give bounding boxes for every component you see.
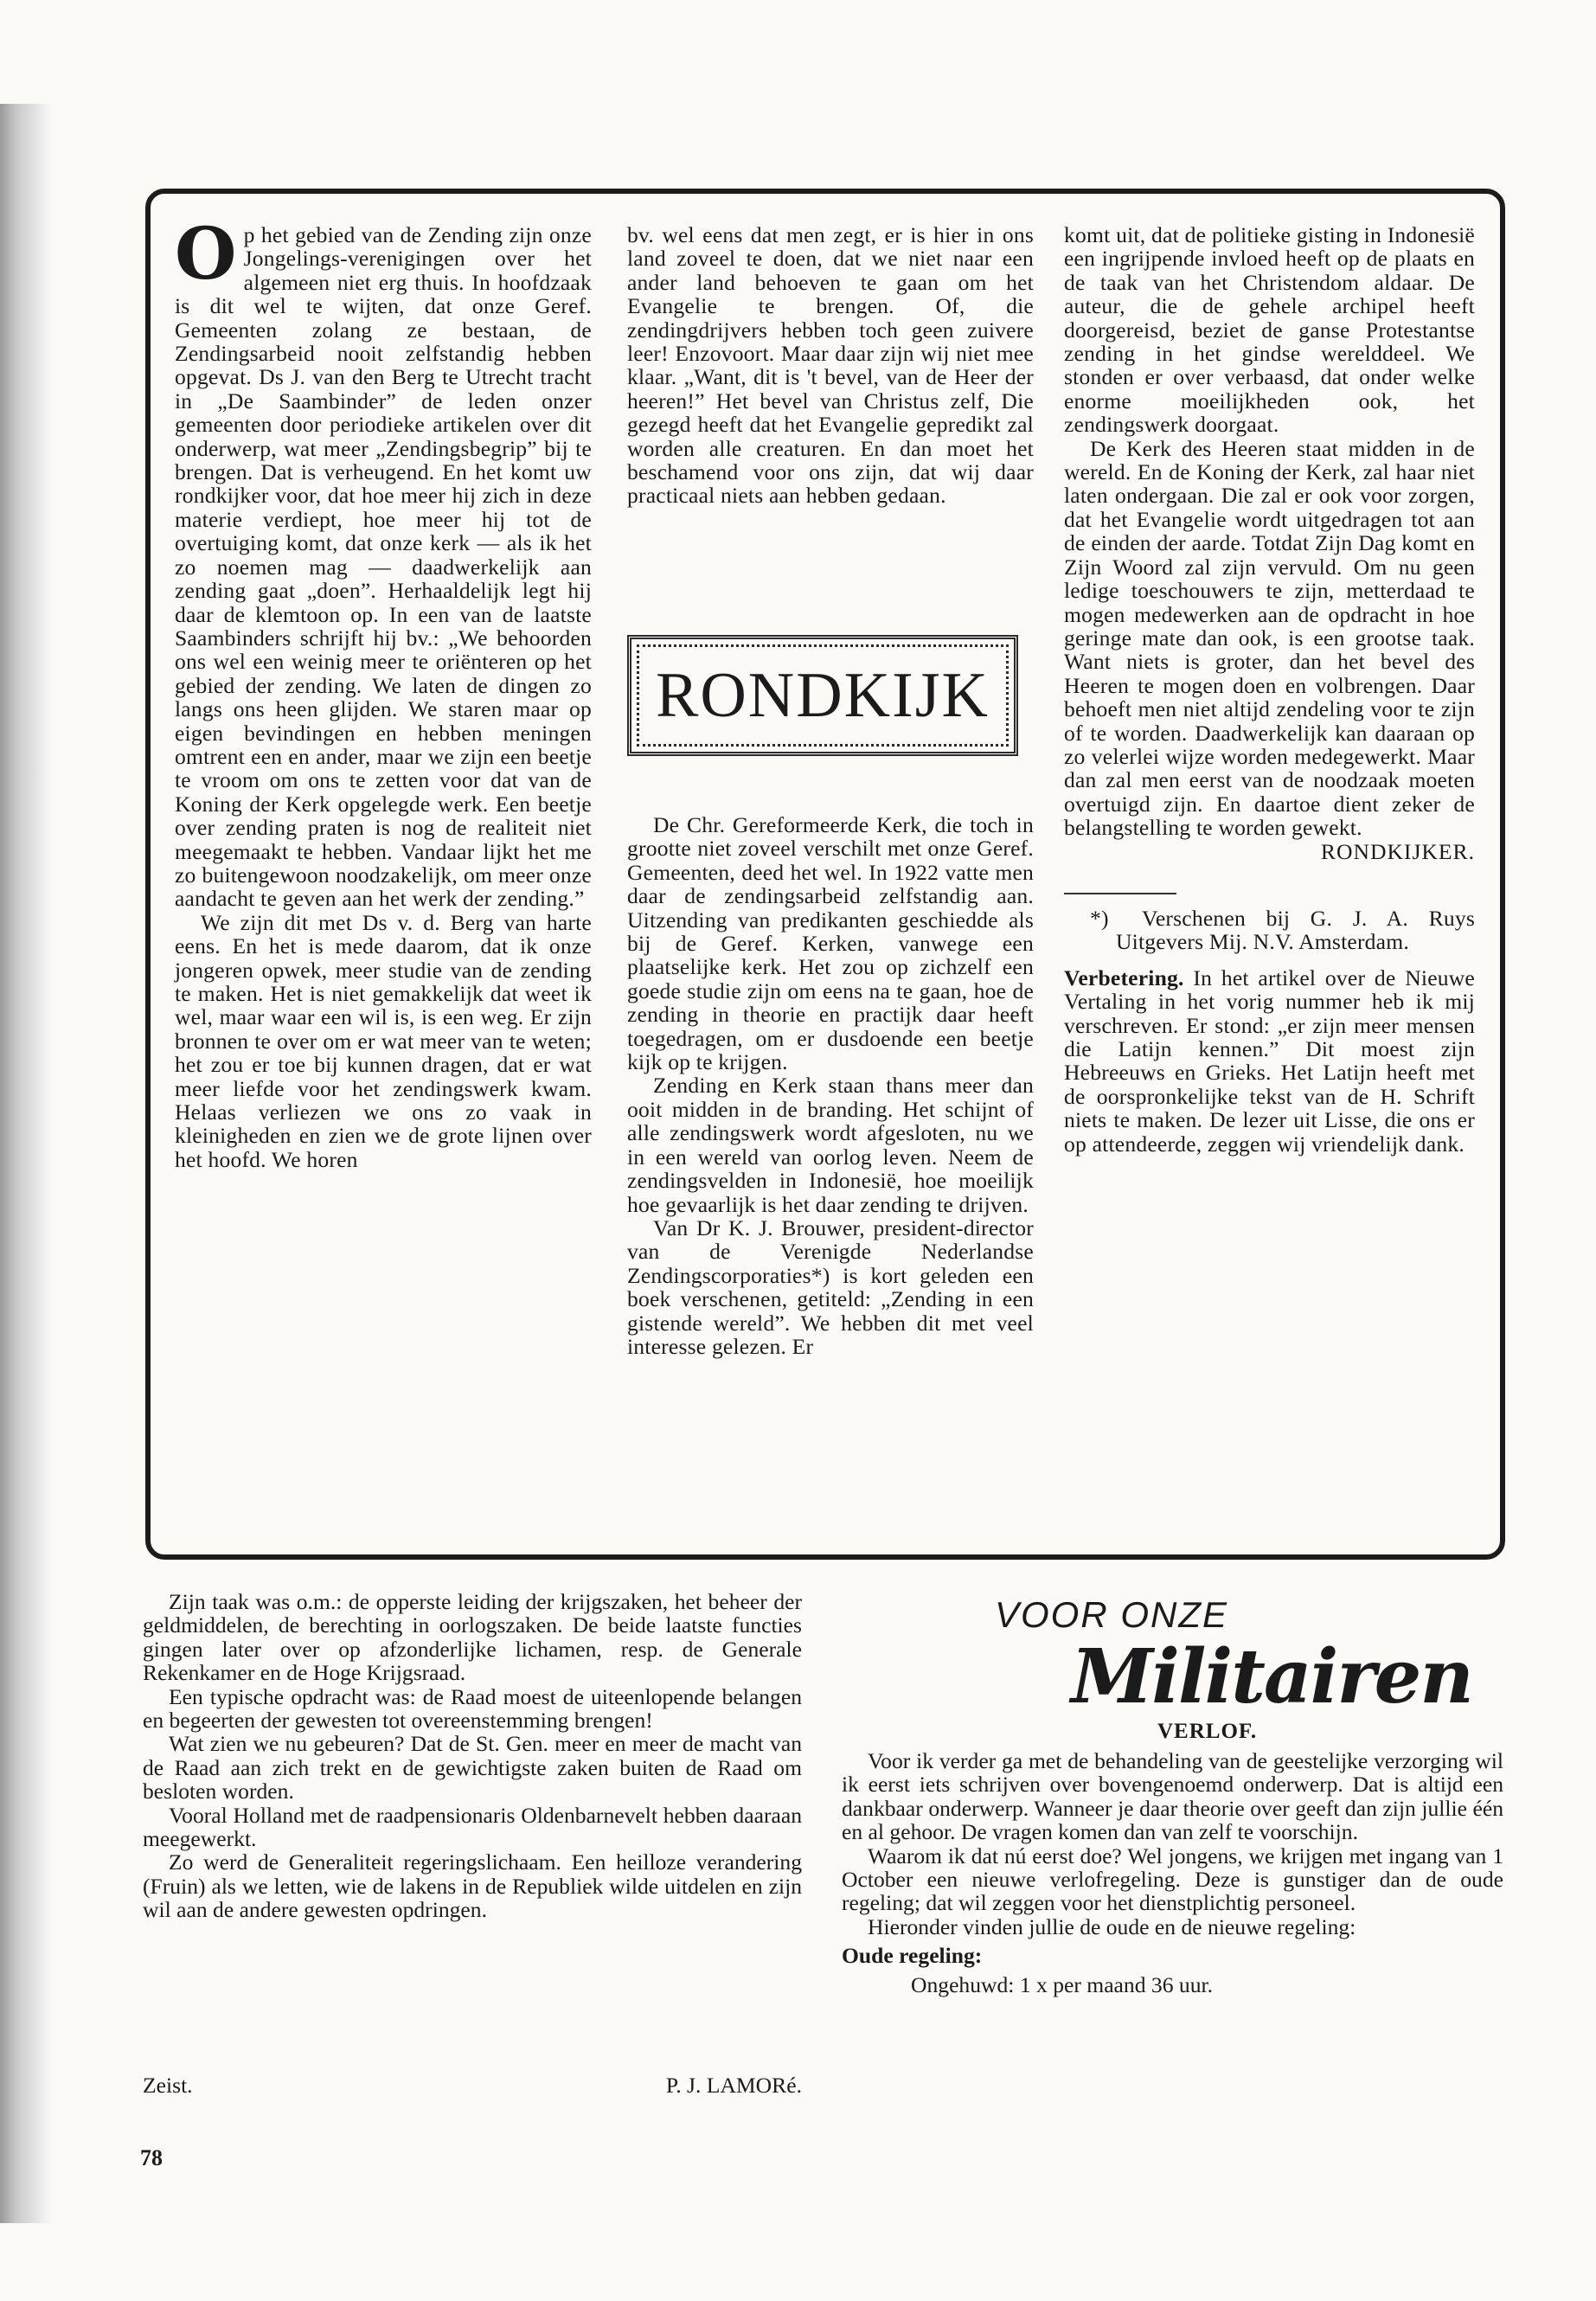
- article-paragraph: bv. wel eens dat men zegt, er is hier in ons land zoveel te doen, dat we niet naar een ander land behoeven te gaan om het Evangelie te brengen. Of, die zendingdrijvers hebben toch geen zuivere leer! Enzovoort. Maar daar zijn wij niet mee klaar. „Want, dit is 't bevel, van de Heer der heeren!” Het bevel van Christus zelf, Die gezegd heeft dat het Evangelie gepredikt zal worden alle creaturen. En dan moet het beschamend voor ons zijn, dat wij daar practicaal niets aan hebben gedaan.: [627, 222, 1034, 509]
- history-paragraph: Zijn taak was o.m.: de opperste leiding der krijgszaken, het beheer der geldmiddelen, de berechting in oorlogszaken. De beide laatste functies gingen later over op afzonderlijke lichamen, resp. de Generale Rekenkamer en de Hoge Krijgsraad.: [143, 1589, 802, 1686]
- old-regulation-label: Oude regeling:: [842, 1943, 983, 1969]
- footnote-divider: [1064, 893, 1176, 894]
- history-paragraph: Wat zien we nu gebeuren? Dat de St. Gen. meer en meer de macht van de Raad aan zich trekt en de gewichtigste zaken buiten de Raad om besloten worden.: [143, 1731, 802, 1804]
- place-name: Zeist.: [143, 2073, 193, 2098]
- article-paragraph: We zijn dit met Ds v. d. Berg van harte eens. En het is mede daarom, dat ik onze jongeren opwek, meer studie van de zending te maken. Het is niet gemakkelijk dat weet ik wel, maar waar een wil is, is een weg. Er zijn bronnen te over om er wat meer van te weten; het zou er toe bij kunnen dragen, dat er wat meer liefde voor het zendingswerk kwam. Helaas verliezen we ons zo vaak in kleinigheden en zien we de grote lijnen over het hoofd. We horen: [175, 909, 592, 1172]
- old-regulation-line: Ongehuwd: 1 x per maand 36 uur.: [911, 1971, 1214, 1997]
- military-paragraph: Waarom ik dat nú eerst doe? Wel jongens, we krijgen met ingang van 1 October een nieuwe verlofregeling. Deze is gunstiger dan de oude regeling; dat wil zeggen voor het dienstplichtig personeel.: [842, 1843, 1503, 1916]
- article-paragraph: komt uit, dat de politieke gisting in Indonesië een ingrijpende invloed heeft op de plaats en de taak van het Christendom aldaar. De auteur, die de gehele archipel heeft doorgereisd, beziet de ganse Protestantse zending in het gindse werelddeel. We stonden er over verbaasd, dat onder welke enorme moeilijkheden ook, het zendingswerk doorgaat.: [1064, 222, 1475, 438]
- history-article-text: [143, 1590, 802, 1922]
- article-column-2-bottom: [627, 813, 1034, 1358]
- article-column-2-top: [627, 223, 1034, 508]
- footnote: [1064, 907, 1475, 954]
- correction-label: Verbetering.: [1064, 965, 1184, 990]
- military-subheading: VERLOF.: [1157, 1720, 1258, 1743]
- military-title: Militairen: [1071, 1633, 1472, 1721]
- correction-note: [1064, 966, 1475, 1156]
- page-binding-edge: [0, 104, 54, 2223]
- history-signature-line: [143, 2073, 802, 2099]
- rondkijk-heading-box: [627, 635, 1018, 756]
- drop-cap: O: [175, 213, 237, 296]
- article-paragraph: De Kerk des Heeren staat midden in de wereld. En de Koning der Kerk, zal haar niet laten ondergaan. Die zal er ook voor zorgen, dat het Evangelie wordt uitgedragen tot aan de einden der aarde. Totdat Zijn Dag komt en Zijn Woord zal zijn vervuld. Om nu geen ledige toeschouwers te zijn, metterdaad te mogen medewerken aan de opdracht in hoe geringe mate dan ook, is een grootse taak. Want niets is groter, dan het bevel des Heeren te mogen doen en volbrengen. Daar behoeft men niet altijd zendeling voor te zijn of te worden. Daadwerkelijk kan daaraan op zo velerlei wijze worden medegewerkt. Maar dan zal men eerst van de noodzaak moeten overtuigd zijn. En daartoe dient zeker de belangstelling te worden gewekt.: [1064, 435, 1475, 841]
- military-paragraph: Voor ik verder ga met de behandeling van de geestelijke verzorging wil ik eerst iets schrijven over bovengenoemd onderwerp. Dat is altijd een dankbaar onderwerp. Wanneer je daar theorie over geeft dan zijn jullie één en al gehoor. De vragen komen dan van zelf te voorschijn.: [842, 1748, 1503, 1845]
- article-signature: RONDKIJKER.: [1320, 838, 1475, 864]
- author-name: P. J. LAMORé.: [665, 2073, 802, 2098]
- article-paragraph: Van Dr K. J. Brouwer, president-director van de Verenigde Nederlandse Zendingscorporaties*) is kort geleden een boek verschenen, getiteld: „Zending in een gistende wereld”. We hebben dit met veel interesse gelezen. Er: [627, 1215, 1034, 1359]
- history-paragraph: Zo werd de Generaliteit regeringslichaam. Een heilloze verandering (Fruin) als we letten, wie de lakens in de Republiek wilde uitdelen en zijn wil aan de andere gewesten opdringen.: [143, 1849, 802, 1923]
- page-number: 78: [140, 2145, 163, 2170]
- article-paragraph: De Chr. Gereformeerde Kerk, die toch in grootte niet zoveel verschilt met onze Geref. Gemeenten, deed het wel. In 1922 vatte men daar de zendingsarbeid zelfstandig aan. Uitzending van predikanten geschiedde als bij de Geref. Kerken, vanwege een plaatselijke kerk. Het zou op zichzelf een goede studie zijn om eens na te gaan, hoe de zending in theorie en practijk daar heeft toegedragen, om er dusdoende een beetje kijk op te krijgen.: [627, 812, 1034, 1075]
- article-column-3: [1064, 223, 1475, 1156]
- correction-text: In het artikel over de Nieuwe Vertaling in het vorig nummer heb ik mij verschreven. Er stond: „er zijn meer mensen die Latijn kennen.” Dit moest zijn Hebreeuws en Grieks. Het Latijn heeft met de oorspronkelijke tekst van de H. Schrift niets te maken. De lezer uit Lisse, die ons er op attendeerde, zeggen wij vriendelijk dank.: [1064, 965, 1475, 1157]
- history-paragraph: Vooral Holland met de raadpensionaris Oldenbarnevelt hebben daaraan meegewerkt.: [143, 1802, 802, 1852]
- footnote-text: Verschenen bij G. J. A. Ruys Uitgevers Mij. N.V. Amsterdam.: [1116, 905, 1475, 955]
- footnote-mark: *): [1090, 905, 1109, 931]
- history-paragraph: Een typische opdracht was: de Raad moest de uiteenlopende belangen en begeerten der gewesten tot overeenstemming brengen!: [143, 1683, 802, 1734]
- article-intro-paragraph: Op het gebied van de Zending zijn onze Jongelings-verenigingen over het algemeen niet erg thuis. In hoofdzaak is dit wel te wijten, dat onze Geref. Gemeenten zolang ze bestaan, de Zendingsarbeid nooit zelfstandig hebben opgevat. Ds J. van den Berg te Utrecht tracht in „De Saambinder” de leden onzer gemeenten door periodieke artikelen over dit onderwerp, wat meer „Zendingsbegrip” bij te brengen. Dat is verheugend. En het komt uw rondkijker voor, dat hoe meer hij zich in deze materie verdiept, hoe meer hij tot de overtuiging komt, dat onze kerk — als ik het zo noemen mag — daadwerkelijk aan zending gaat „doen”. Herhaaldelijk legt hij daar de klemtoon op. In een van de laatste Saambinders schrijft hij bv.: „We behoorden ons wel een weinig meer te oriënteren op het gebied der zending. We laten de dingen zo langs ons heen glijden. We staren maar op eigen bevindingen en hebben meningen omtrent een en ander, maar we zijn een beetje te vroom om ons te zetten voor dat van de Koning der Kerk opgelegde werk. Een beetje over zending praten is nog de realiteit niet meegemaakt te hebben. Vandaar lijkt het me zo buitengewoon noodzakelijk, om meer onze aandacht te geven aan het werk der zending.”: [175, 213, 592, 912]
- article-paragraph: Zending en Kerk staan thans meer dan ooit midden in de branding. Het schijnt of alle zendingswerk wordt afgesloten, nu we in een wereld van oorlog leven. Neem de zendingsvelden in Indonesië, hoe moeilijk hoe gevaarlijk is het daar zending te drijven.: [627, 1073, 1034, 1217]
- article-column-1: [175, 213, 592, 1172]
- military-paragraph: Hieronder vinden jullie de oude en de nieuwe regeling:: [868, 1913, 1356, 1939]
- military-article-text: [842, 1749, 1503, 1997]
- rondkijk-heading: RONDKIJK: [656, 659, 990, 731]
- military-kicker: VOOR ONZE: [995, 1594, 1229, 1635]
